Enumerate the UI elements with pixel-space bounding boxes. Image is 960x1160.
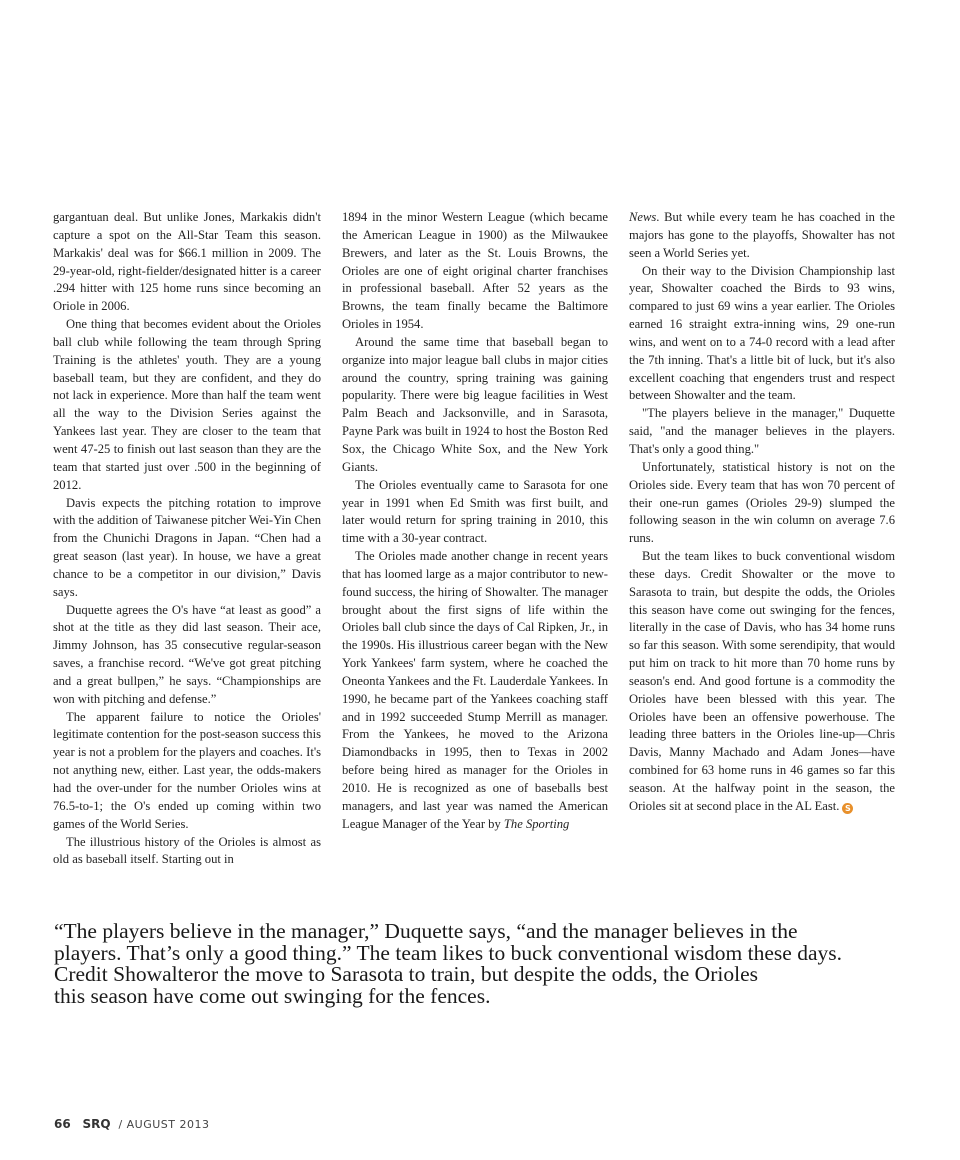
article-column-3 bbox=[629, 209, 895, 816]
pull-quote-line: players. That’s only a good thing.” The team likes to buck conventional wisdom these days. bbox=[54, 940, 842, 965]
paragraph: The illustrious history of the Orioles is almost as old as baseball itself. Starting out in bbox=[53, 834, 321, 867]
paragraph: On their way to the Division Championship last year, Showalter coached the Birds to 93 wins, compared to just 69 wins a year earlier. The Orioles earned 16 straight extra-inning wins, 29 one-run wins, and went on to a 74-0 record with a lead after the 7th inning. That's a little bit of luck, but it's also excellent coaching that engenders trust and respect between Showalter and the team. bbox=[629, 263, 895, 403]
pull-quote-line: “The players believe in the manager,” Duquette says, “and the manager believes in the bbox=[54, 919, 798, 943]
paragraph: The apparent failure to notice the Orioles' legitimate contention for the post-season success this year is not a problem for the players and coaches. It's not anything new, either. Last year, the odds-makers had the over-under for the number Orioles wins at 76.5-to-1; the O's ended up coming within two games of the World Series. bbox=[53, 709, 321, 831]
end-mark-icon: S bbox=[842, 803, 853, 814]
page-footer bbox=[54, 1117, 210, 1131]
article-column-1 bbox=[53, 209, 321, 869]
paragraph bbox=[342, 548, 608, 834]
paragraph-text: The Orioles made another change in recent years that has loomed large as a major contributor to new-found success, the hiring of Showalter. The manager brought about the first signs of life within the Orioles ball club since the days of Cal Ripken, Jr., in the 1990s. His illustrious career began with the New York Yankees' farm system, where he coached the Oneonta Yankees and the Ft. Lauderdale Yankees. In 1990, he became part of the Yankees coaching staff and in 1992 succeeded Stump Merrill as manager. From the Yankees, he moved to the Arizona Diamondbacks in 1995, then to Texas in 2002 before being hired as manager for the Orioles in 2010. He is recognized as one of baseballs best managers, and last year was named the American League Manager of the Year by bbox=[342, 549, 608, 831]
paragraph bbox=[629, 209, 895, 263]
paragraph bbox=[629, 548, 895, 816]
paragraph: 1894 in the minor Western League (which became the American League in 1900) as the Milwaukee Brewers, and later as the St. Louis Browns, the Orioles are one of eight original charter franchises in professional baseball. After 52 years as the Browns, the team finally became the Baltimore Orioles in 1954. bbox=[342, 210, 608, 332]
magazine-name: SRQ bbox=[82, 1117, 111, 1131]
paragraph: Around the same time that baseball began to organize into major league ball clubs in major cities around the country, spring training was gaining popularity. There were big league facilities in West Palm Beach and Jacksonville, and in Sarasota, Payne Park was built in 1924 to host the Boston Red Sox, the Chicago White Sox, and the New York Giants. bbox=[342, 334, 608, 474]
issue-date: / AUGUST 2013 bbox=[118, 1118, 210, 1131]
paragraph-text: . But while every team he has coached in the majors has gone to the playoffs, Showalter has not seen a World Series yet. bbox=[629, 210, 895, 260]
paragraph: Duquette agrees the O's have “at least as good” a shot at the title as they did last season. Their ace, Jimmy Johnson, has 35 consecutive regular-season saves, a franchise record. “We've got great pitching and a great bullpen,” he says. “Championships are won with pitching and defense.” bbox=[53, 602, 321, 706]
paragraph: "The players believe in the manager," Duquette said, "and the manager believes in the players. That's only a good thing." bbox=[629, 406, 895, 456]
publication-name: News bbox=[629, 210, 657, 224]
page-number: 66 bbox=[54, 1117, 71, 1131]
paragraph: The Orioles eventually came to Sarasota for one year in 1991 when Ed Smith was first built, and later would return for spring training in 2010, this time with a 30-year contract. bbox=[342, 477, 608, 546]
pull-quote bbox=[54, 921, 844, 1007]
article-column-2 bbox=[342, 209, 608, 834]
paragraph: Davis expects the pitching rotation to improve with the addition of Taiwanese pitcher Wei-Yin Chen from the Chunichi Dragons in Japan. “Chen had a great season (last year). In house, we have a great chance to be a competitor in our division,” Davis says. bbox=[53, 495, 321, 599]
paragraph: Unfortunately, statistical history is not on the Orioles side. Every team that has won 70 percent of their one-run games (Orioles 29-9) slumped the following season in the win column on average 7.6 runs. bbox=[629, 459, 895, 546]
paragraph: One thing that becomes evident about the Orioles ball club while following the team through Spring Training is the athletes' youth. They are a young baseball team, but they are confident, and they do not lack in experience. More than half the team went all the way to the Division Series against the Yankees last year. They are closer to the team that went 47-25 to finish out last season than they are the team that started just over .500 in the beginning of 2012. bbox=[53, 317, 321, 492]
pull-quote-line: Credit Showalteror the move to Sarasota to train, but despite the odds, the Orioles bbox=[54, 962, 758, 986]
paragraph-text: But the team likes to buck conventional wisdom these days. Credit Showalter or the move to Sarasota to train, but despite the odds, the Orioles this season have come out swinging for the fences, literally in the case of Davis, who has 34 home runs so far this season. With some serendipity, that would put him on track to hit more than 70 home runs by season's end. And good fortune is a commodity the Orioles have been blessed with this year. The Orioles have been an offensive powerhouse. The leading three batters in the Orioles line-up—Chris Davis, Manny Machado and Adam Jones—have combined for 63 home runs in 46 games so far this season. At the halfway point in the season, the Orioles sit at second place in the AL East. bbox=[629, 549, 895, 813]
paragraph: gargantuan deal. But unlike Jones, Markakis didn't capture a spot on the All-Star Team this season. Markakis' deal was for $66.1 million in 2009. The 29-year-old, right-fielder/designated hitter is a career .294 hitter with 125 home runs since becoming an Oriole in 2006. bbox=[53, 210, 321, 314]
publication-name: The Sporting bbox=[503, 816, 570, 831]
pull-quote-line: this season have come out swinging for the fences. bbox=[54, 983, 491, 1008]
